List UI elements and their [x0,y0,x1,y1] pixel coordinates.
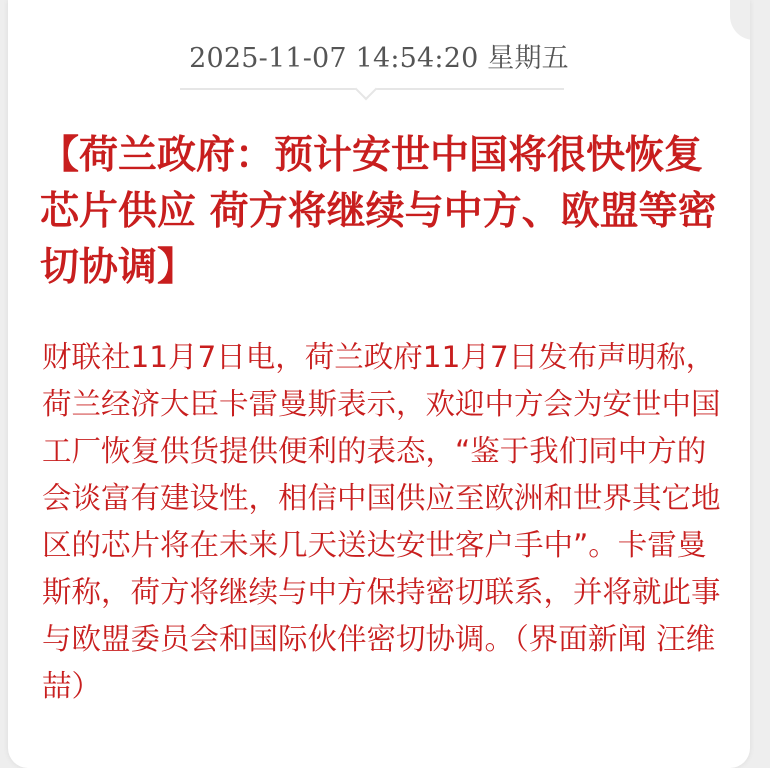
card-corner [730,0,750,40]
divider-notch [355,78,378,101]
publish-timestamp: 2025-11-07 14:54:20 星期五 [189,43,569,74]
news-card [8,0,750,768]
article-body: 财联社11月7日电，荷兰政府11月7日发布声明称，荷兰经济大臣卡雷曼斯表示，欢迎中方会为安世中国工厂恢复供货提供便利的表态，“鉴于我们同中方的会谈富有建设性，相信中国供应至欧洲和世界其它地区的芯片将在未来几天送达安世客户手中”。卡雷曼斯称，荷方将继续与中方保持密切联系，并将就此事与欧盟委员会和国际伙伴密切协调。（界面新闻 汪维喆） [42,340,721,703]
article-headline: 【荷兰政府：预计安世中国将很快恢复芯片供应 荷方将继续与中方、欧盟等密切协调】 [40,133,717,290]
